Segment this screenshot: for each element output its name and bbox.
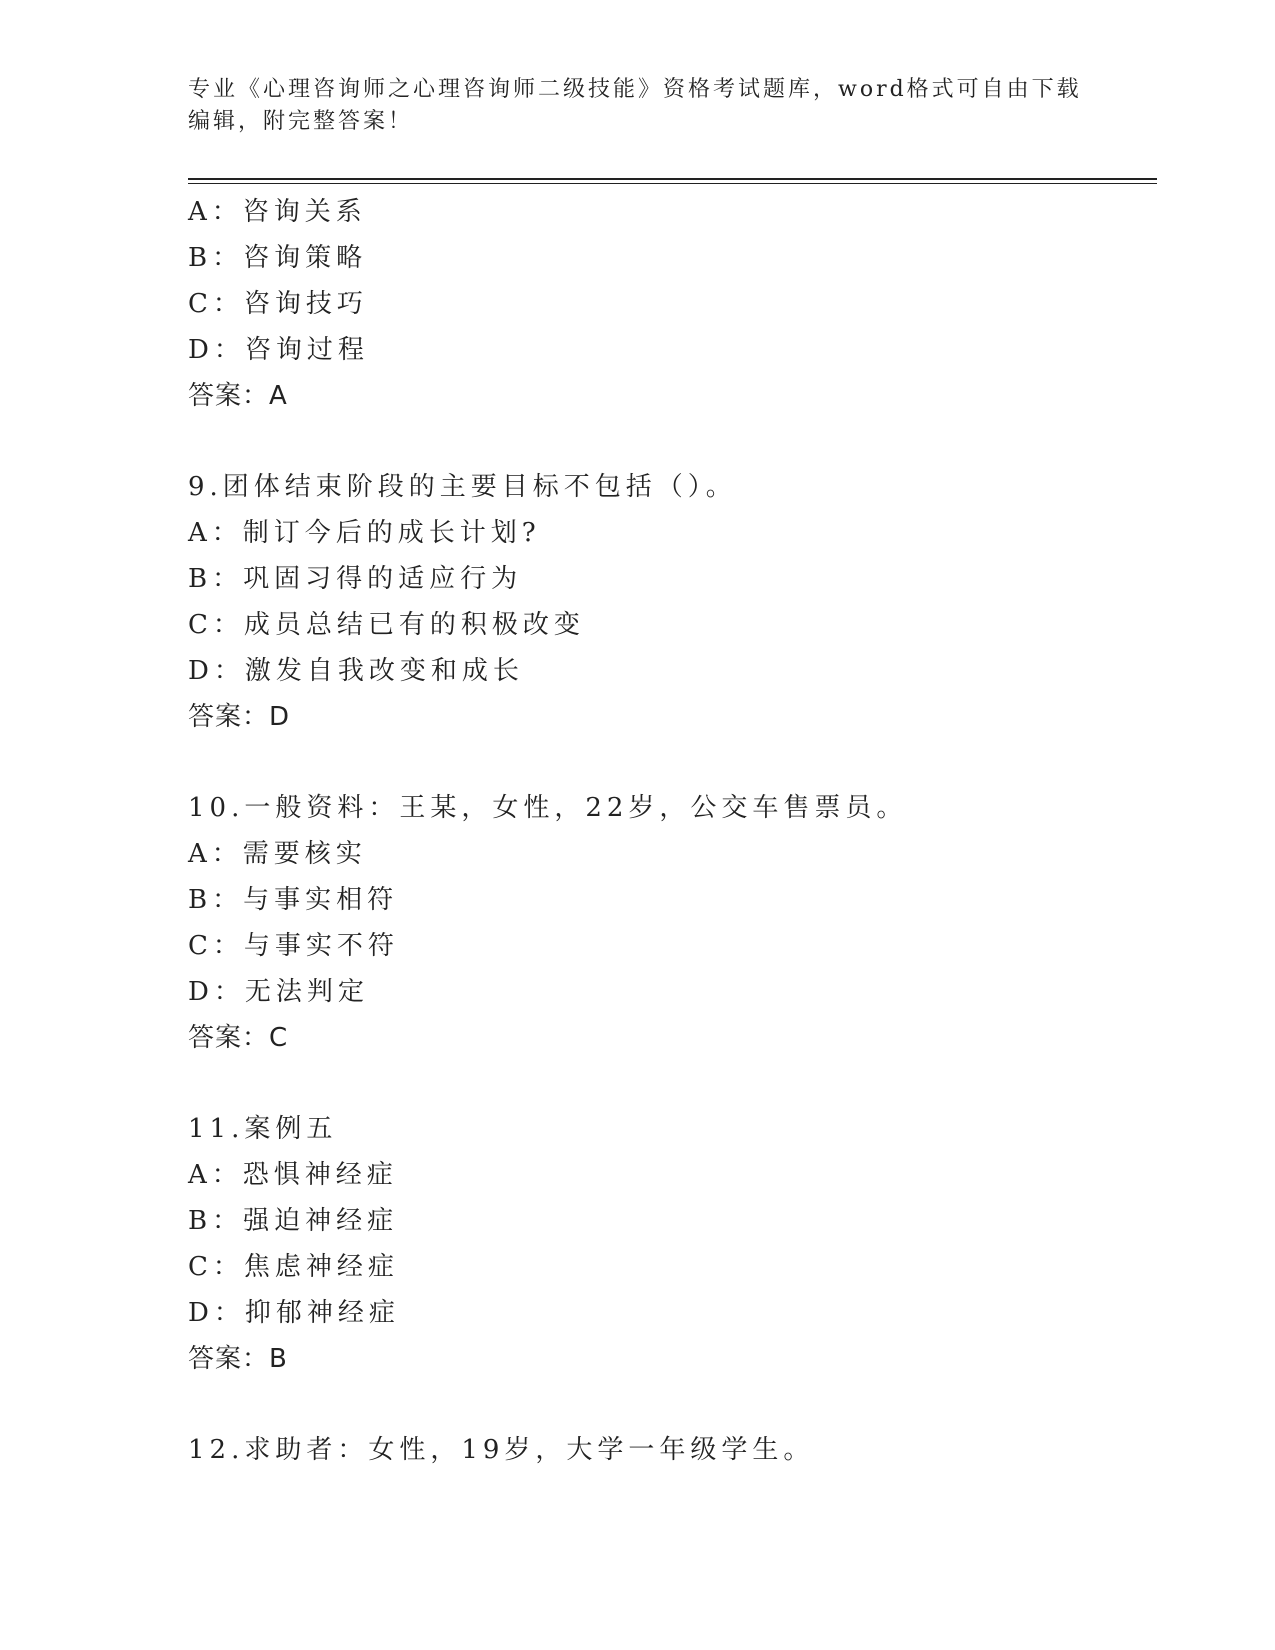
option-a: A：制订今后的成长计划? (188, 518, 541, 548)
question-stem: 11.案例五 (188, 1114, 338, 1144)
question-10 (188, 785, 1148, 1061)
question-9 (188, 464, 1148, 740)
option-d: D：抑郁神经症 (188, 1298, 400, 1328)
option-a: A：咨询关系 (188, 197, 367, 227)
option-b: B：咨询策略 (188, 243, 368, 273)
option-a: A：需要核实 (188, 839, 367, 869)
question-stem: 12.求助者：女性，19岁，大学一年级学生。 (188, 1435, 815, 1465)
option-b: B：巩固习得的适应行为 (188, 564, 523, 594)
option-d: D：激发自我改变和成长 (188, 656, 524, 686)
question-stem: 9.团体结束阶段的主要目标不包括（）。 (188, 472, 737, 502)
question-12 (188, 1427, 1148, 1473)
option-c: C：成员总结已有的积极改变 (188, 610, 585, 640)
option-d: D：咨询过程 (188, 335, 369, 365)
option-c: C：与事实不符 (188, 931, 399, 961)
question-11 (188, 1106, 1148, 1382)
option-a: A：恐惧神经症 (188, 1160, 398, 1190)
answer-line: 答案：A (188, 381, 288, 411)
answer-line: 答案：D (188, 702, 291, 732)
document-header (188, 74, 1088, 138)
header-line-1: 专业《心理咨询师之心理咨询师二级技能》资格考试题库，word格式可自由下载 (188, 77, 1082, 102)
question-stem: 10.一般资料：王某，女性，22岁，公交车售票员。 (188, 793, 908, 823)
question-list (188, 189, 1148, 1473)
option-c: C：咨询技巧 (188, 289, 368, 319)
option-d: D：无法判定 (188, 977, 369, 1007)
question-8-continued (188, 189, 1148, 419)
header-divider-thick (188, 178, 1157, 180)
answer-line: 答案：C (188, 1023, 289, 1053)
option-b: B：强迫神经症 (188, 1206, 399, 1236)
option-b: B：与事实相符 (188, 885, 399, 915)
header-line-2: 编辑，附完整答案！ (188, 109, 414, 134)
header-divider-thin (188, 183, 1157, 184)
option-c: C：焦虑神经症 (188, 1252, 399, 1282)
answer-line: 答案：B (188, 1344, 288, 1374)
